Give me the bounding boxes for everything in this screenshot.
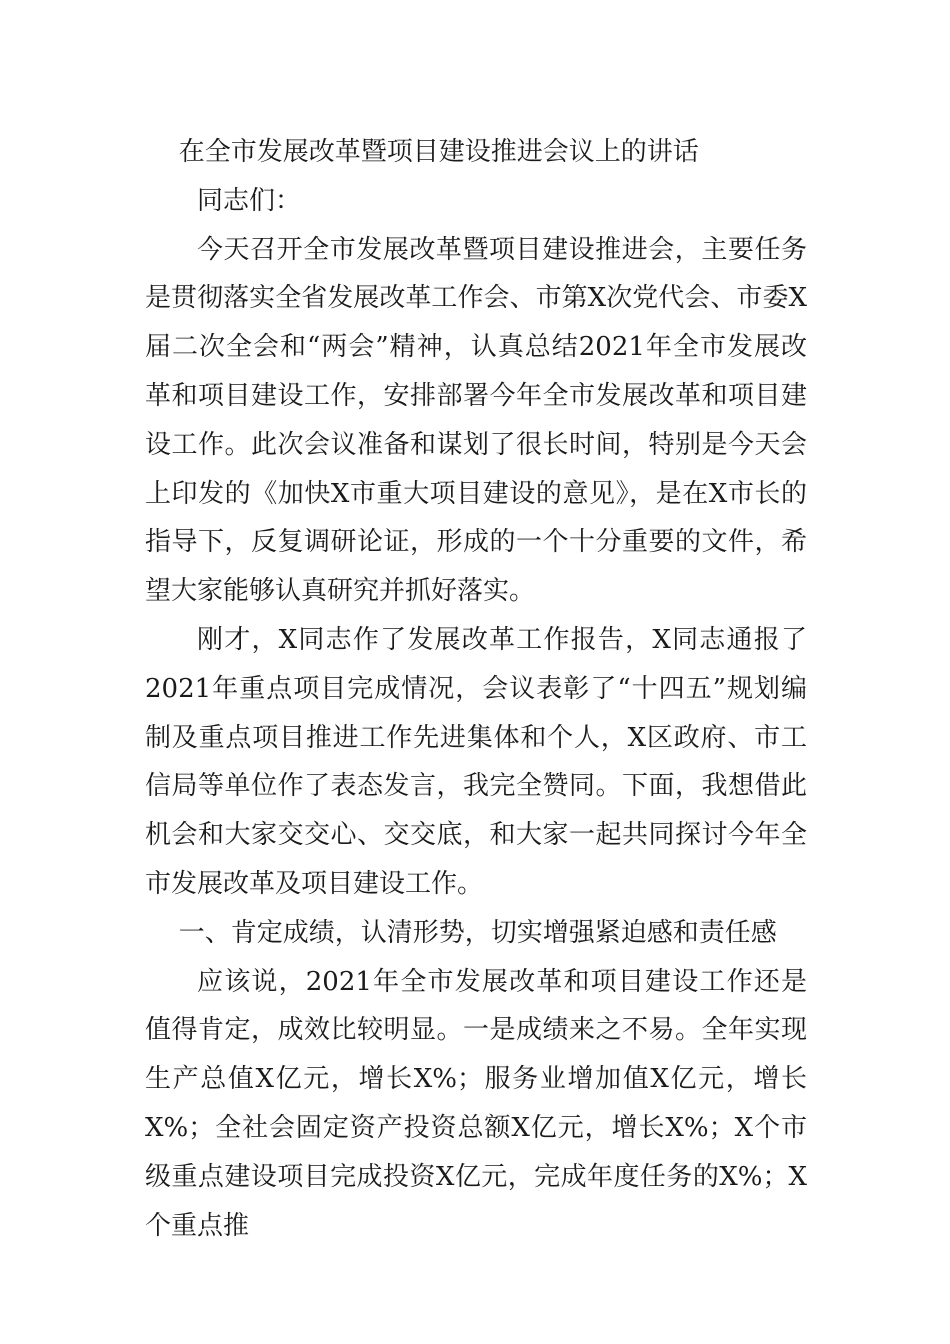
- document-body: [145, 128, 807, 1250]
- salutation: 同志们：: [197, 185, 302, 216]
- section-heading: 一、肯定成绩，认清形势，切实增强紧迫感和责任感: [178, 917, 777, 948]
- paragraph-2: 刚才，X同志作了发展改革工作报告，X同志通报了2021年重点项目完成情况，会议表彰了“十四五”规划编制及重点项目推进工作先进集体和个人，X区政府、市工信局等单位作了表态发言，我完全赞同。下面，我想借此机会和大家交交心、交交底，和大家一起共同探讨今年全市发展改革及项目建设工作。: [145, 624, 807, 899]
- section-paragraph: 应该说，2021年全市发展改革和项目建设工作还是值得肯定，成效比较明显。一是成绩来之不易。全年实现生产总值X亿元，增长X%；服务业增加值X亿元，增长X%；全社会固定资产投资总额X亿元，增长X%；X个市级重点建设项目完成投资X亿元，完成年度任务的X%；X个重点推: [145, 966, 807, 1241]
- paragraph-1: 今天召开全市发展改革暨项目建设推进会，主要任务是贯彻落实全省发展改革工作会、市第X次党代会、市委X届二次全会和“两会”精神，认真总结2021年全市发展改革和项目建设工作，安排部署今年全市发展改革和项目建设工作。此次会议准备和谋划了很长时间，特别是今天会上印发的《加快X市重大项目建设的意见》，是在X市长的指导下，反复调研论证，形成的一个十分重要的文件，希望大家能够认真研究并抓好落实。: [145, 234, 807, 607]
- document-title: 在全市发展改革暨项目建设推进会议上的讲话: [178, 137, 699, 167]
